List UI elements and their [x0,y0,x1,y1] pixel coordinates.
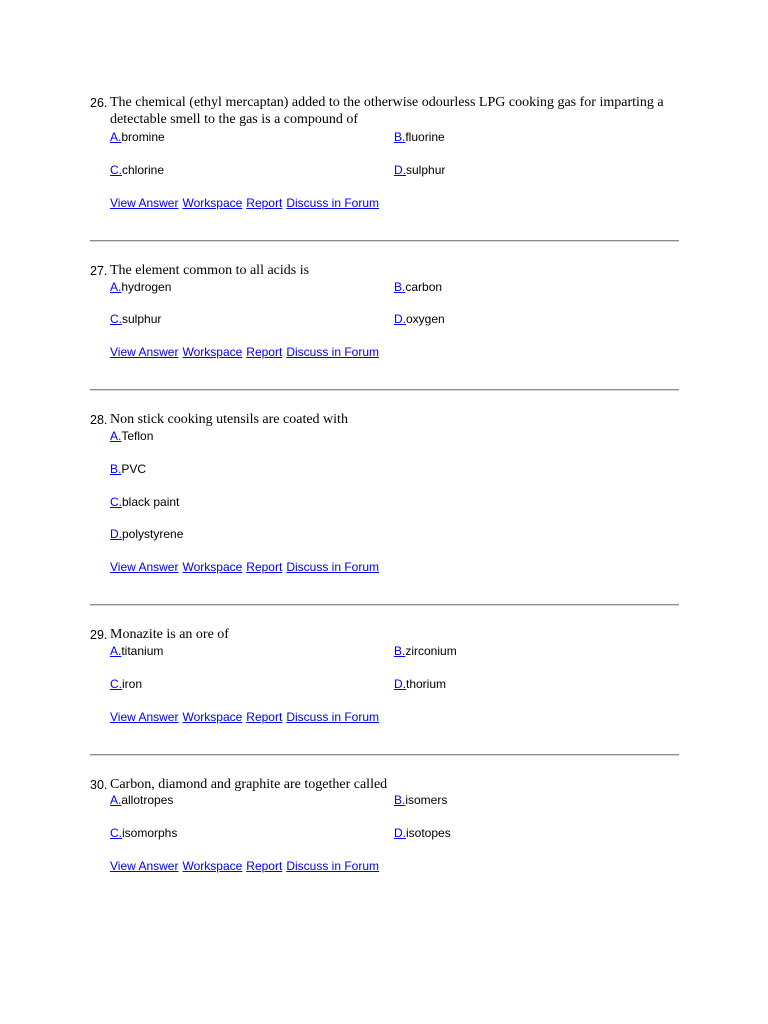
option-a-link[interactable]: A. [110,644,122,658]
workspace-link[interactable]: Workspace [182,710,243,724]
option-c [110,826,177,840]
option-a [110,280,171,294]
view-answer-link[interactable]: View Answer [110,560,179,574]
question-number: 27. [90,264,108,278]
option-a [110,429,153,443]
question-29 [90,626,680,731]
question-number: 29. [90,628,108,642]
option-d [394,677,446,691]
discuss-in-forum-link[interactable]: Discuss in Forum [286,345,380,359]
question-text: Non stick cooking utensils are coated with [110,412,348,427]
option-d-text: isotopes [406,826,451,840]
option-d-text: sulphur [406,163,446,177]
option-b [394,793,447,807]
option-d [110,527,183,541]
report-link[interactable]: Report [246,859,283,873]
question-links [110,859,383,873]
question-text: The chemical (ethyl mercaptan) added to the otherwise odourless LPG cooking gas for imparting a detectable smell to the gas is a compound of [110,95,664,127]
option-b-link[interactable]: B. [394,644,406,658]
option-c [110,495,179,509]
option-a-link[interactable]: A. [110,793,122,807]
divider [90,754,679,756]
option-d-link[interactable]: D. [394,163,406,177]
question-links [110,345,383,359]
option-a-text: titanium [121,644,164,658]
option-d-text: polystyrene [122,527,184,541]
option-b-text: fluorine [405,130,445,144]
view-answer-link[interactable]: View Answer [110,710,179,724]
option-d-text: thorium [406,677,447,691]
option-d [394,826,451,840]
question-text: The element common to all acids is [110,263,310,278]
option-c-link[interactable]: C. [110,312,122,326]
option-a [110,793,173,807]
option-a [110,130,165,144]
question-links [110,710,383,724]
option-d-link[interactable]: D. [394,677,406,691]
option-b-link[interactable]: B. [394,130,406,144]
question-27 [90,262,680,367]
option-a-link[interactable]: A. [110,280,122,294]
view-answer-link[interactable]: View Answer [110,196,179,210]
option-a-text: Teflon [121,429,154,443]
option-d-link[interactable]: D. [394,826,406,840]
workspace-link[interactable]: Workspace [182,196,243,210]
option-d-link[interactable]: D. [394,312,406,326]
question-links [110,560,383,574]
question-number: 28. [90,413,108,427]
option-c [110,677,142,691]
option-a-link[interactable]: A. [110,429,122,443]
workspace-link[interactable]: Workspace [182,859,243,873]
option-d-link[interactable]: D. [110,527,122,541]
question-number: 26. [90,96,108,110]
option-c [110,163,164,177]
view-answer-link[interactable]: View Answer [110,345,179,359]
option-c-link[interactable]: C. [110,495,122,509]
question-text: Carbon, diamond and graphite are together called [110,777,388,792]
option-d [394,312,445,326]
question-number: 30. [90,778,108,792]
discuss-in-forum-link[interactable]: Discuss in Forum [286,710,380,724]
option-d-text: oxygen [406,312,445,326]
option-a-text: allotropes [121,793,174,807]
option-a-link[interactable]: A. [110,130,122,144]
option-c [110,312,161,326]
discuss-in-forum-link[interactable]: Discuss in Forum [286,196,380,210]
option-b [394,280,442,294]
option-d [394,163,445,177]
question-28 [90,411,680,581]
option-b [394,130,445,144]
option-c-text: chlorine [122,163,165,177]
discuss-in-forum-link[interactable]: Discuss in Forum [286,560,380,574]
option-a [110,644,163,658]
question-30 [90,776,680,881]
divider [90,389,679,391]
workspace-link[interactable]: Workspace [182,560,243,574]
divider [90,240,679,242]
report-link[interactable]: Report [246,560,283,574]
option-c-text: black paint [122,495,180,509]
option-a-text: hydrogen [121,280,172,294]
question-links [110,196,383,210]
report-link[interactable]: Report [246,196,283,210]
report-link[interactable]: Report [246,710,283,724]
workspace-link[interactable]: Workspace [182,345,243,359]
option-b-link[interactable]: B. [110,462,122,476]
option-b [394,644,457,658]
option-b-text: zirconium [405,644,457,658]
option-b-link[interactable]: B. [394,793,406,807]
discuss-in-forum-link[interactable]: Discuss in Forum [286,859,380,873]
option-b-text: carbon [405,280,443,294]
option-c-link[interactable]: C. [110,163,122,177]
option-b [110,462,146,476]
option-c-link[interactable]: C. [110,826,122,840]
divider [90,604,679,606]
option-b-text: isomers [405,793,448,807]
option-c-text: sulphur [122,312,162,326]
option-b-link[interactable]: B. [394,280,406,294]
question-26 [90,94,680,219]
question-text: Monazite is an ore of [110,627,229,642]
view-answer-link[interactable]: View Answer [110,859,179,873]
option-c-link[interactable]: C. [110,677,122,691]
option-c-text: iron [122,677,143,691]
option-b-text: PVC [121,462,147,476]
option-a-text: bromine [121,130,165,144]
option-c-text: isomorphs [122,826,178,840]
report-link[interactable]: Report [246,345,283,359]
